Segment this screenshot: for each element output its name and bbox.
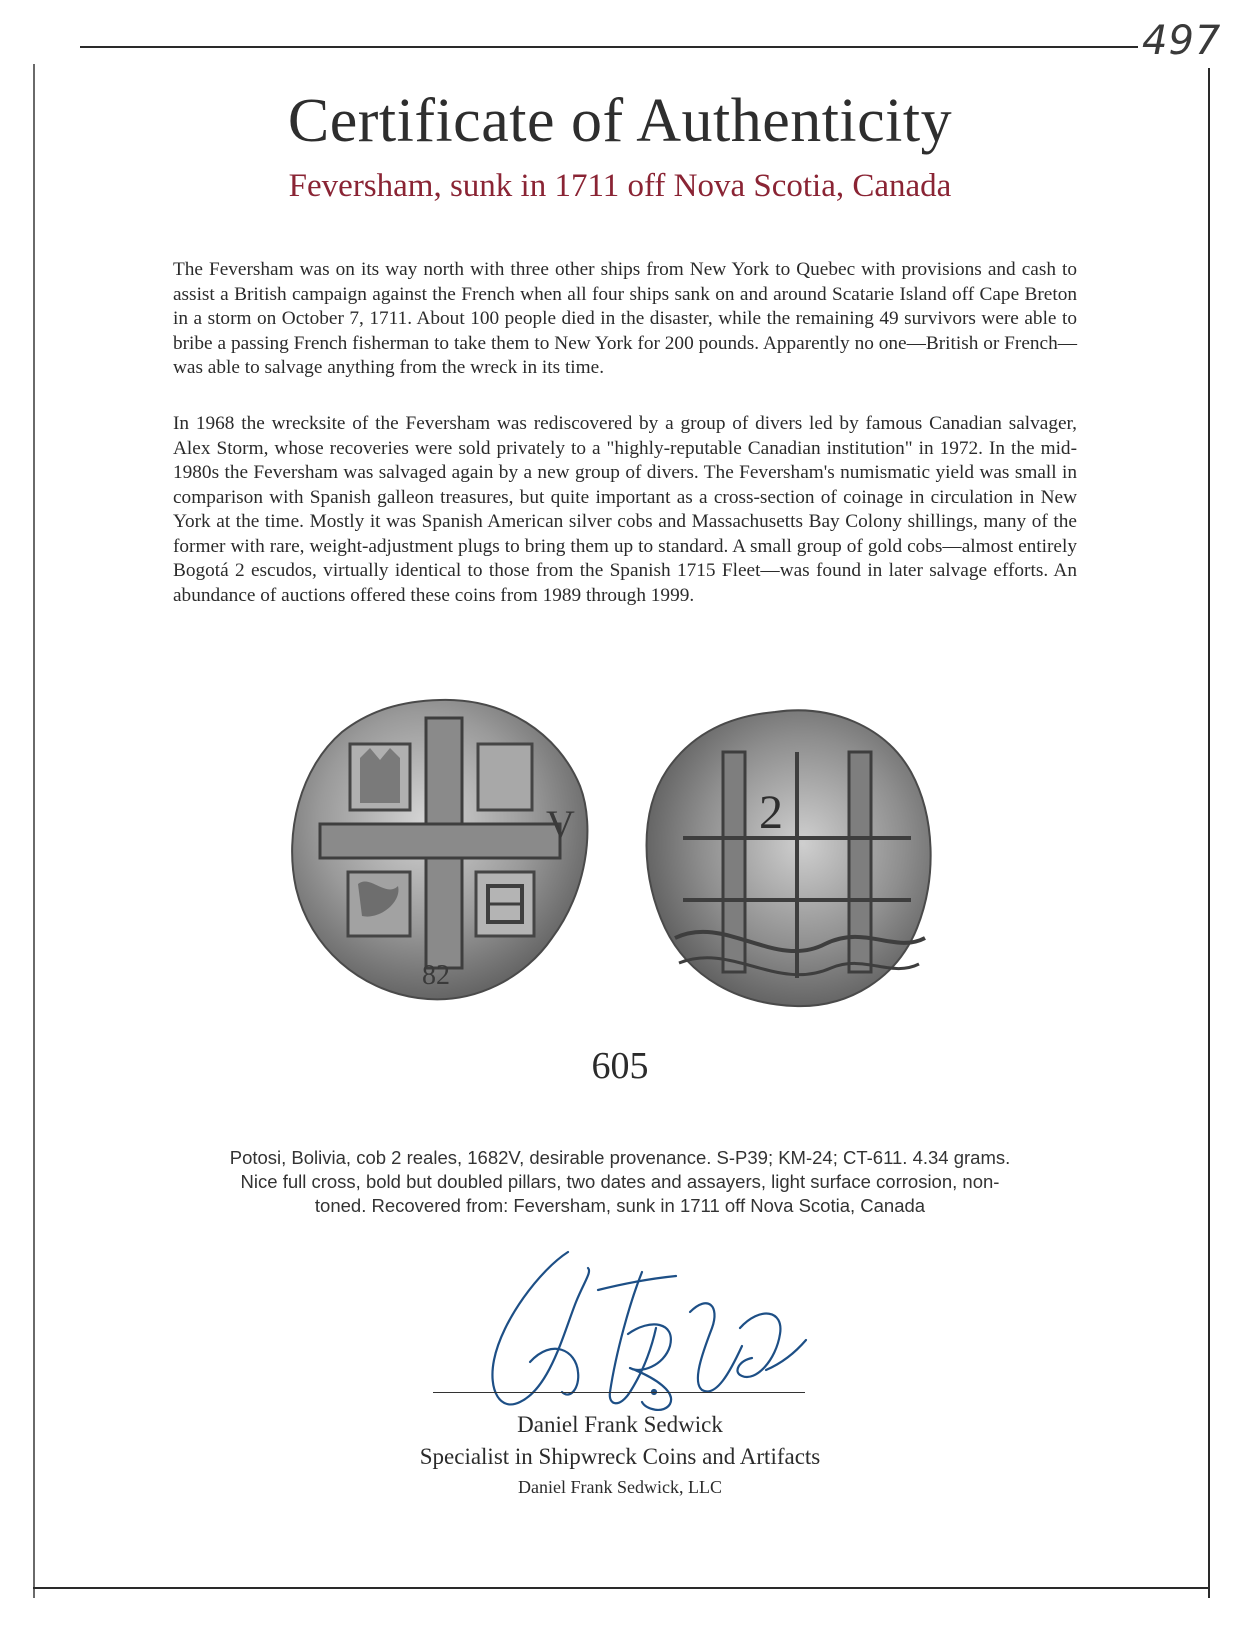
description-line-1: Potosi, Bolivia, cob 2 reales, 1682V, desirable provenance. S-P39; KM-24; CT-611. 4.34 grams. [229,1147,1011,1168]
signer-role: Specialist in Shipwreck Coins and Artifacts [419,1444,821,1469]
signer-name: Daniel Frank Sedwick [517,1412,723,1437]
description-line-3: toned. Recovered from: Feversham, sunk in 1711 off Nova Scotia, Canada [314,1195,926,1216]
history-paragraph-2: In 1968 the wrecksite of the Feversham was rediscovered by a group of divers led by famous Canadian salvager, Alex Storm, whose recoveries were sold privately to a "highly-reputable Canadian institution" in 1972. In the mid-1980s the Feversham was salvaged again by a new group of divers. The Feversham's numismatic yield was small in comparison with Spanish galleon treasures, but quite important as a cross-section of coinage in circulation in New York at the time. Mostly it was Spanish American silver cobs and Massachusetts Bay Colony shillings, many of the former with rare, weight-adjustment plugs to bring them up to standard. A small group of gold cobs—almost entirely Bogotá 2 escudos, virtually identical to those from the Spanish 1715 Fleet—was found in later salvage efforts. An abundance of auctions offered these coins from 1989 through 1999. [173,413,1077,606]
certificate-title: Certificate of Authenticity [287,87,953,155]
signer-company: Daniel Frank Sedwick, LLC [518,1477,722,1497]
coin-images [290,688,950,1018]
lot-number: 605 [591,1045,649,1087]
reverse-denomination-2: 2 [759,786,783,839]
obverse-mark-v: V [546,802,575,847]
frame-right-line [1208,68,1210,1598]
history-paragraph-1: The Feversham was on its way north with three other ships from New York to Quebec with provisions and cash to assist a British campaign against the French when all four ships sank on and around Scatarie Island off Cape Breton in a storm on October 7, 1711. About 100 people died in the disaster, while the remaining 49 survivors were able to bribe a passing French fisherman to take them to New York for 200 pounds. Apparently no one—British or French—was able to salvage anything from the wreck in its time. [173,259,1077,378]
page-number-handwritten: 497 [1142,18,1222,64]
coin-reverse [647,710,931,1006]
certificate-subtitle: Feversham, sunk in 1711 off Nova Scotia, Canada [288,168,952,204]
signature-line [433,1392,805,1393]
coin-description [150,1146,1090,1218]
frame-top-line [80,46,1138,48]
description-line-2: Nice full cross, bold but doubled pillars, two dates and assayers, light surface corrosion, non- [240,1171,1000,1192]
frame-bottom-line [33,1587,1210,1589]
coin-obverse [292,700,587,999]
handwritten-signature [480,1242,810,1417]
frame-left-line [33,64,35,1598]
obverse-date-82: 82 [422,960,450,991]
